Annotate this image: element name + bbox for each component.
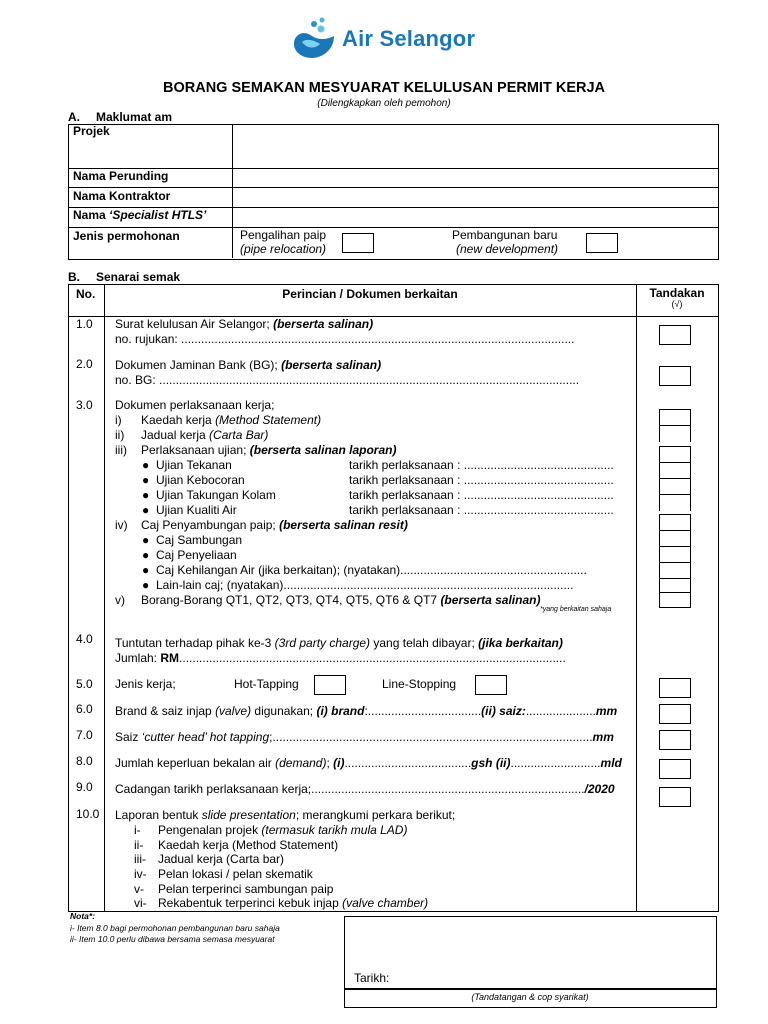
bullet-caj-sambungan: ● Caj Sambungan xyxy=(142,533,243,547)
nama-specialist-field[interactable] xyxy=(233,208,716,226)
checkbox-item-3-iii-c[interactable] xyxy=(659,478,691,495)
water-drop-logo-icon xyxy=(290,14,340,62)
checkbox-item-3-iii-d[interactable] xyxy=(659,494,691,511)
item-3-text: Dokumen perlaksanaan kerja; xyxy=(115,398,275,412)
nama-kontraktor-field[interactable] xyxy=(233,188,716,206)
note-berkaitan-sahaja: *yang berkaitan sahaja xyxy=(540,606,612,613)
item-3-kaedah-kerja: Kaedah kerja (Method Statement) xyxy=(141,413,322,427)
checkbox-item-7[interactable] xyxy=(659,730,691,750)
bullet-ujian-tekanan: ● Ujian Tekanan xyxy=(142,458,232,472)
option-new-development: (new development) xyxy=(456,242,559,256)
label-jenis-permohonan: Jenis permohonan xyxy=(73,229,180,243)
checkbox-item-9[interactable] xyxy=(659,787,691,807)
section-a-heading: Maklumat am xyxy=(96,110,173,124)
sub-numeral: iv- xyxy=(134,867,147,881)
sub-numeral: i- xyxy=(134,823,141,837)
checkbox-pipe-relocation[interactable] xyxy=(342,233,374,253)
bullet-lain-lain-caj: ● Lain-lain caj; (nyatakan)....................................................................................... xyxy=(142,578,574,592)
checkbox-item-3-ii[interactable] xyxy=(659,425,691,442)
checkbox-item-5[interactable] xyxy=(659,678,691,698)
projek-field[interactable] xyxy=(233,125,716,167)
sub-numeral: ii) xyxy=(115,428,125,442)
bullet-ujian-takungan: ● Ujian Takungan Kolam xyxy=(142,488,276,502)
option-pembangunan-baru: Pembangunan baru xyxy=(452,228,558,242)
item-8-text: Jumlah keperluan bekalan air (demand); (i)......................................gsh (ii)...........................mld xyxy=(115,756,622,770)
item-number: 1.0 xyxy=(76,317,93,331)
option-hot-tapping: Hot-Tapping xyxy=(234,677,299,691)
sub-numeral: iv) xyxy=(115,518,128,532)
sub-numeral: iii) xyxy=(115,443,127,457)
item-3-jadual-kerja: Jadual kerja (Carta Bar) xyxy=(141,428,269,442)
nota-line-1: i- Item 8.0 bagi permohonan pembangunan baru sahaja xyxy=(70,923,280,933)
option-pengalihan-paip: Pengalihan paip xyxy=(240,228,327,242)
item-10-kaedah: Kaedah kerja (Method Statement) xyxy=(158,838,339,852)
item-number: 3.0 xyxy=(76,398,93,412)
item-10-pelan-sambungan: Pelan terperinci sambungan paip xyxy=(158,882,334,896)
bullet-ujian-kualiti: ● Ujian Kualiti Air xyxy=(142,503,237,517)
item-3-borang-qt: Borang-Borang QT1, QT2, QT3, QT4, QT5, QT6 & QT7 (berserta salinan) xyxy=(141,593,541,607)
item-10-text: Laporan bentuk slide presentation; merangkumi perkara berikut; xyxy=(115,808,456,822)
item-2-text: Dokumen Jaminan Bank (BG); (berserta salinan) xyxy=(115,358,382,372)
checkbox-item-3-iii-a[interactable] xyxy=(659,446,691,463)
tick-symbol-header: (√) xyxy=(671,299,683,309)
nama-perunding-field[interactable] xyxy=(233,169,716,186)
tarikh-label: Tarikh: xyxy=(354,971,390,985)
bullet-ujian-kebocoran: ● Ujian Kebocoran xyxy=(142,473,245,487)
logo-text: Air Selangor xyxy=(342,26,476,51)
checkbox-item-3-iv-a[interactable] xyxy=(659,514,691,531)
section-a-letter: A. xyxy=(68,110,80,124)
item-number: 8.0 xyxy=(76,754,93,768)
item-number: 4.0 xyxy=(76,632,93,646)
tarikh-perlaksanaan: tarikh perlaksanaan : ............................................. xyxy=(349,458,614,472)
form-title: BORANG SEMAKAN MESYUARAT KELULUSAN PERMIT KERJA xyxy=(163,80,605,96)
item-3-perlaksanaan-ujian: Perlaksanaan ujian; (berserta salinan laporan) xyxy=(141,443,397,457)
item-2-no-bg: no. BG: .............................................................................................................................. xyxy=(115,373,580,387)
item-4-text: Tuntutan terhadap pihak ke-3 (3rd party charge) yang telah dibayar; (jika berkaitan) xyxy=(115,636,563,650)
bullet-caj-kehilangan-air: ● Caj Kehilangan Air (jika berkaitan); (nyatakan)........................................................ xyxy=(142,563,587,577)
item-10-jadual: Jadual kerja (Carta bar) xyxy=(158,852,285,866)
item-number: 5.0 xyxy=(76,677,93,691)
item-10-pengenalan: Pengenalan projek (termasuk tarikh mula LAD) xyxy=(158,823,408,837)
sub-numeral: ii- xyxy=(134,838,144,852)
checkbox-line-stopping[interactable] xyxy=(475,675,507,695)
option-line-stopping: Line-Stopping xyxy=(382,677,457,691)
checkbox-item-6[interactable] xyxy=(659,704,691,724)
item-number: 2.0 xyxy=(76,357,93,371)
sub-numeral: vi- xyxy=(134,896,147,910)
form-subtitle: (Dilengkapkan oleh pemohon) xyxy=(317,98,451,109)
checkbox-item-3-iv-b[interactable] xyxy=(659,530,691,547)
checkbox-item-3-iii-b[interactable] xyxy=(659,462,691,479)
item-9-text: Cadangan tarikh perlaksanaan kerja;................................................................................../2020 xyxy=(115,782,615,796)
item-3-caj-penyambungan: Caj Penyambungan paip; (berserta salinan resit) xyxy=(141,518,408,532)
signature-box[interactable] xyxy=(344,916,717,990)
tarikh-perlaksanaan: tarikh perlaksanaan : ............................................. xyxy=(349,488,614,502)
item-4-jumlah: Jumlah: RM.................................................................................................................... xyxy=(115,651,566,665)
item-10-rekabentuk: Rekabentuk terperinci kebuk injap (valve chamber) xyxy=(158,896,429,910)
checkbox-item-3-iv-d[interactable] xyxy=(659,562,691,579)
label-nama-perunding: Nama Perunding xyxy=(73,169,169,183)
item-1-text: Surat kelulusan Air Selangor; (berserta salinan) xyxy=(115,317,374,331)
sub-numeral: iii- xyxy=(134,852,146,866)
section-b-letter: B. xyxy=(68,270,80,284)
nota-line-2: ii- Item 10.0 perlu dibawa bersama semasa mesyuarat xyxy=(70,934,275,944)
checkbox-new-development[interactable] xyxy=(586,233,618,253)
checkbox-item-3-v[interactable] xyxy=(659,578,691,608)
section-b-heading: Senarai semak xyxy=(96,270,181,284)
label-nama-specialist: Nama ‘Specialist HTLS’ xyxy=(73,208,207,222)
checkbox-item-8[interactable] xyxy=(659,759,691,779)
sub-numeral: i) xyxy=(115,413,122,427)
column-header-no: No. xyxy=(76,287,96,301)
label-projek: Projek xyxy=(73,124,110,138)
item-6-text: Brand & saiz injap (valve) digunakan; (i) brand:..................................(ii) saiz:.....................mm xyxy=(115,704,618,718)
bullet-caj-penyeliaan: ● Caj Penyeliaan xyxy=(142,548,237,562)
item-5-jenis-kerja: Jenis kerja; xyxy=(115,677,176,691)
item-number: 7.0 xyxy=(76,728,93,742)
item-number: 6.0 xyxy=(76,702,93,716)
checkbox-item-1[interactable] xyxy=(659,325,691,345)
item-1-rujukan: no. rujukan: ...................................................................................................................... xyxy=(115,332,575,346)
column-header-perincian: Perincian / Dokumen berkaitan xyxy=(282,287,458,301)
checkbox-item-3-iv-c[interactable] xyxy=(659,546,691,563)
column-header-tandakan: Tandakan xyxy=(649,286,705,300)
item-7-text: Saiz ‘cutter head’ hot tapping;................................................................................................mm xyxy=(115,730,614,744)
sub-numeral: v- xyxy=(134,882,144,896)
checkbox-item-2[interactable] xyxy=(659,366,691,386)
option-pipe-relocation: (pipe relocation) xyxy=(240,242,327,256)
tarikh-perlaksanaan: tarikh perlaksanaan : ............................................. xyxy=(349,473,614,487)
item-number: 10.0 xyxy=(76,807,100,821)
item-10-pelan-lokasi: Pelan lokasi / pelan skematik xyxy=(158,867,313,881)
label-nama-kontraktor: Nama Kontraktor xyxy=(73,189,171,203)
checkbox-item-3-i[interactable] xyxy=(659,409,691,426)
air-selangor-logo xyxy=(290,14,510,64)
nota-title: Nota*: xyxy=(70,911,96,921)
tarikh-perlaksanaan: tarikh perlaksanaan : ............................................. xyxy=(349,503,614,517)
sub-numeral: v) xyxy=(115,593,125,607)
checkbox-hot-tapping[interactable] xyxy=(314,675,346,695)
item-number: 9.0 xyxy=(76,780,93,794)
signature-caption: (Tandatangan & cop syarikat) xyxy=(471,992,589,1002)
